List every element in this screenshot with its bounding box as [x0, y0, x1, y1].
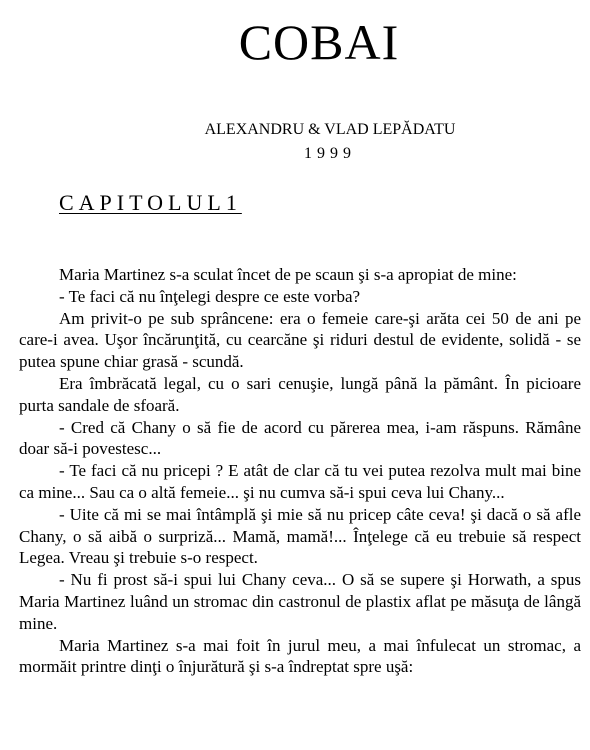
- paragraph: - Uite că mi se mai întâmplă şi mie să nu pricep câte ceva! şi dacă o să afle Chany, o să aibă o surpriză... Mamă, mamă!... Înţelege că eu trebuie să respect Legea. Vreau şi trebuie s-o respect.: [19, 504, 581, 568]
- paragraph: Am privit-o pe sub sprâncene: era o femeie care-şi arăta cei 50 de ani pe care-i avea. Uşor încărunţită, cu cearcăne şi riduri destul de evidente, solidă - se putea spune chiar grasă - scundă.: [19, 308, 581, 372]
- paragraph: - Te faci că nu pricepi ? E atât de clar că tu vei putea rezolva mult mai bine ca mine... Sau ca o altă femeie... şi nu cumva să-i spui ceva lui Chany...: [19, 461, 581, 502]
- book-authors: ALEXANDRU & VLAD LEPĂDATU: [204, 121, 456, 138]
- paragraph: - Cred că Chany o să fie de acord cu părerea mea, i-am răspuns. Rămâne doar să-i povestesc...: [19, 417, 581, 459]
- paragraph: Maria Martinez s-a mai foit în jurul meu, a mai înfulecat un stromac, a mormăit printre dinţi o înjurătură şi s-a îndreptat spre uşă:: [19, 635, 581, 677]
- paragraph: Era îmbrăcată legal, cu o sari cenuşie, lungă până la pământ. În picioare purta sandale de sfoară.: [19, 373, 581, 415]
- book-title: COBAI: [238, 14, 400, 70]
- paragraph: - Te faci că nu înţelegi despre ce este vorba?: [59, 286, 361, 306]
- book-year: 1999: [304, 145, 356, 162]
- paragraph: - Nu fi prost să-i spui lui Chany ceva... O să se supere şi Horwath, a spus Maria Martinez luând un stromac din castronul de plastix aflat pe măsuţa de lângă mine.: [19, 570, 581, 633]
- paragraph: Maria Martinez s-a sculat încet de pe scaun şi s-a apropiat de mine:: [59, 265, 517, 284]
- chapter-body: [19, 264, 581, 678]
- chapter-heading: CAPITOLUL1: [59, 190, 242, 215]
